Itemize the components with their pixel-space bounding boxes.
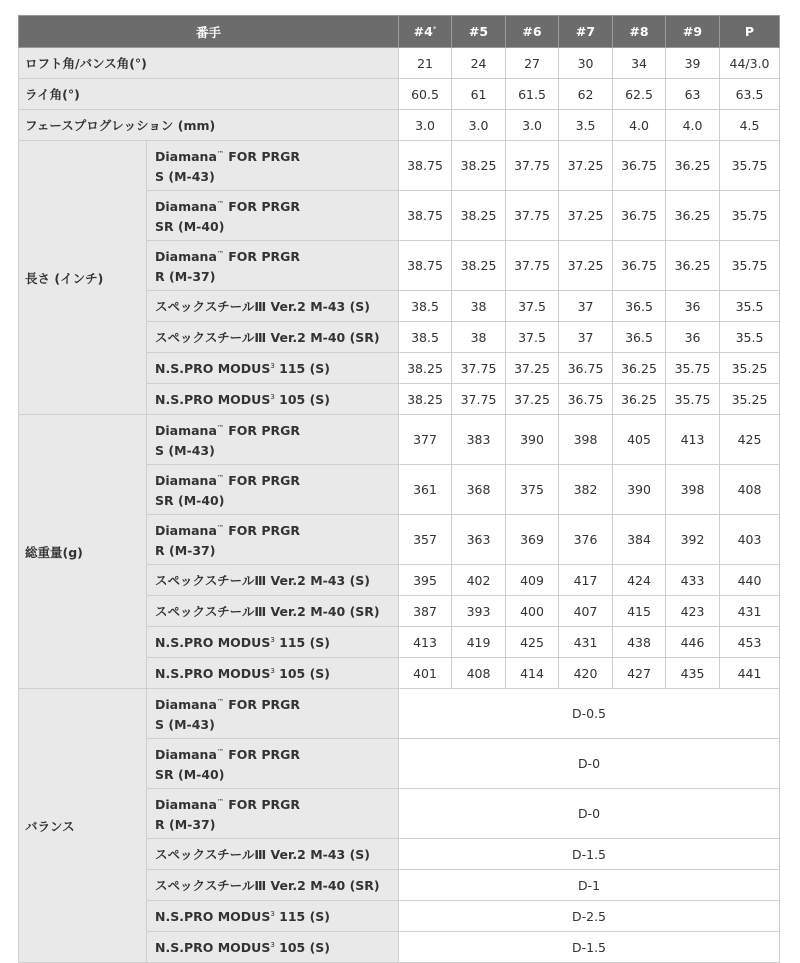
shaft-name-rest: FOR PRGR — [223, 747, 301, 763]
value-cell: 433 — [666, 565, 720, 596]
value-cell: 382 — [559, 465, 613, 515]
shaft-name: スペックスチールⅢ Ver.2 M-40 (SR) — [155, 329, 380, 345]
shaft-label — [147, 241, 399, 291]
value-cell: 35.5 — [720, 322, 780, 353]
value-cell: 368 — [452, 465, 506, 515]
value-cell: 36.25 — [666, 241, 720, 291]
value-cell: 37.25 — [506, 384, 559, 415]
value-cell: 3.0 — [452, 110, 506, 141]
value-cell: 34 — [613, 48, 666, 79]
value-cell: 35.75 — [720, 241, 780, 291]
value-cell: 37.75 — [452, 384, 506, 415]
value-cell: 61.5 — [506, 79, 559, 110]
shaft-label — [147, 596, 399, 627]
shaft-name-rest: 105 (S) — [274, 666, 331, 682]
value-cell: 376 — [559, 515, 613, 565]
shaft-trademark: ™ — [216, 424, 224, 433]
value-cell: 61 — [452, 79, 506, 110]
shaft-name: スペックスチールⅢ Ver.2 M-43 (S) — [155, 572, 370, 588]
value-cell: 37.5 — [506, 322, 559, 353]
value-cell: 4.0 — [666, 110, 720, 141]
value-cell: 24 — [452, 48, 506, 79]
shaft-name: Diamana — [155, 199, 217, 215]
shaft-trademark: ™ — [216, 524, 224, 533]
value-cell: 38.75 — [399, 241, 452, 291]
header-row — [19, 16, 780, 48]
shaft-label — [147, 901, 399, 932]
value-cell: 384 — [613, 515, 666, 565]
shaft-name: N.S.PRO MODUS — [155, 361, 271, 377]
shaft-name-rest: FOR PRGR — [223, 249, 301, 265]
value-cell: 62.5 — [613, 79, 666, 110]
spec-table-container — [18, 15, 779, 963]
shaft-name: Diamana — [155, 423, 217, 439]
value-cell: 424 — [613, 565, 666, 596]
value-cell: 37 — [559, 291, 613, 322]
value-cell: 441 — [720, 658, 780, 689]
shaft-label — [147, 627, 399, 658]
value-cell: 36.25 — [613, 384, 666, 415]
value-cell: 37.75 — [506, 141, 559, 191]
value-cell: 417 — [559, 565, 613, 596]
balance-value: D-1.5 — [399, 932, 780, 963]
value-cell: 390 — [506, 415, 559, 465]
value-cell: 63.5 — [720, 79, 780, 110]
shaft-name-rest: FOR PRGR — [223, 523, 301, 539]
value-cell: 3.5 — [559, 110, 613, 141]
shaft-name: N.S.PRO MODUS — [155, 666, 271, 682]
shaft-name: Diamana — [155, 747, 217, 763]
value-cell: 35.25 — [720, 353, 780, 384]
shaft-label — [147, 839, 399, 870]
value-cell: 392 — [666, 515, 720, 565]
value-cell: 38.5 — [399, 322, 452, 353]
balance-value: D-0 — [399, 739, 780, 789]
value-cell: 427 — [613, 658, 666, 689]
value-cell: 37 — [559, 322, 613, 353]
shaft-name-rest: 105 (S) — [274, 392, 331, 408]
shaft-name: Diamana — [155, 697, 217, 713]
value-cell: 35.75 — [666, 353, 720, 384]
shaft-trademark: 3 — [270, 636, 275, 645]
value-cell: 36.75 — [613, 241, 666, 291]
shaft-trademark: ™ — [216, 698, 224, 707]
shaft-trademark: ™ — [216, 150, 224, 159]
header-col-9: #9 — [666, 16, 720, 48]
value-cell: 36.75 — [613, 141, 666, 191]
value-cell: 30 — [559, 48, 613, 79]
value-cell: 38 — [452, 322, 506, 353]
shaft-flex: SR (M-40) — [155, 766, 225, 782]
value-cell: 36.75 — [559, 353, 613, 384]
value-cell: 438 — [613, 627, 666, 658]
shaft-flex: S (M-43) — [155, 168, 215, 184]
value-cell: 413 — [666, 415, 720, 465]
value-cell: 36.25 — [666, 141, 720, 191]
spec-table-body — [19, 48, 780, 963]
shaft-name: Diamana — [155, 523, 217, 539]
value-cell: 423 — [666, 596, 720, 627]
value-cell: 4.0 — [613, 110, 666, 141]
value-cell: 36 — [666, 322, 720, 353]
shaft-name: Diamana — [155, 149, 217, 165]
shaft-label — [147, 689, 399, 739]
shaft-name: Diamana — [155, 797, 217, 813]
value-cell: 361 — [399, 465, 452, 515]
value-cell: 357 — [399, 515, 452, 565]
shaft-label — [147, 870, 399, 901]
value-cell: 431 — [720, 596, 780, 627]
shaft-flex: SR (M-40) — [155, 492, 225, 508]
value-cell: 37.75 — [506, 241, 559, 291]
shaft-trademark: 3 — [270, 667, 275, 676]
value-cell: 36.5 — [613, 291, 666, 322]
value-cell: 37.75 — [452, 353, 506, 384]
value-cell: 398 — [559, 415, 613, 465]
header-col-4 — [399, 16, 452, 48]
value-cell: 35.75 — [720, 191, 780, 241]
value-cell: 3.0 — [506, 110, 559, 141]
shaft-name: スペックスチールⅢ Ver.2 M-43 (S) — [155, 298, 370, 314]
shaft-trademark: 3 — [270, 362, 275, 371]
value-cell: 44/3.0 — [720, 48, 780, 79]
shaft-trademark: ™ — [216, 748, 224, 757]
value-cell: 62 — [559, 79, 613, 110]
spec-row-1 — [19, 79, 780, 110]
value-cell: 37.5 — [506, 291, 559, 322]
shaft-name: N.S.PRO MODUS — [155, 940, 271, 956]
shaft-name: N.S.PRO MODUS — [155, 392, 271, 408]
value-cell: 431 — [559, 627, 613, 658]
shaft-name: N.S.PRO MODUS — [155, 909, 271, 925]
group-0-row-0 — [19, 141, 780, 191]
value-cell: 420 — [559, 658, 613, 689]
shaft-name-rest: FOR PRGR — [223, 473, 301, 489]
value-cell: 35.75 — [666, 384, 720, 415]
spec-row-2 — [19, 110, 780, 141]
shaft-name-rest: FOR PRGR — [223, 149, 301, 165]
value-cell: 375 — [506, 465, 559, 515]
row-label: ライ角(°) — [19, 79, 399, 110]
value-cell: 390 — [613, 465, 666, 515]
value-cell: 398 — [666, 465, 720, 515]
value-cell: 36.25 — [666, 191, 720, 241]
value-cell: 37.75 — [506, 191, 559, 241]
shaft-label — [147, 141, 399, 191]
header-col-4-text: #4 — [413, 24, 433, 39]
value-cell: 414 — [506, 658, 559, 689]
balance-value: D-0.5 — [399, 689, 780, 739]
shaft-flex: R (M-37) — [155, 816, 216, 832]
shaft-name: N.S.PRO MODUS — [155, 635, 271, 651]
value-cell: 39 — [666, 48, 720, 79]
value-cell: 363 — [452, 515, 506, 565]
value-cell: 3.0 — [399, 110, 452, 141]
balance-value: D-1.5 — [399, 839, 780, 870]
shaft-trademark: 3 — [270, 910, 275, 919]
value-cell: 395 — [399, 565, 452, 596]
shaft-label — [147, 353, 399, 384]
header-col-8: #8 — [613, 16, 666, 48]
shaft-trademark: ™ — [216, 250, 224, 259]
value-cell: 377 — [399, 415, 452, 465]
value-cell: 38.75 — [399, 141, 452, 191]
value-cell: 415 — [613, 596, 666, 627]
shaft-flex: S (M-43) — [155, 442, 215, 458]
value-cell: 36 — [666, 291, 720, 322]
shaft-label — [147, 384, 399, 415]
spec-row-0 — [19, 48, 780, 79]
group-2-row-0 — [19, 689, 780, 739]
shaft-name-rest: 115 (S) — [274, 909, 331, 925]
value-cell: 413 — [399, 627, 452, 658]
balance-value: D-0 — [399, 789, 780, 839]
value-cell: 387 — [399, 596, 452, 627]
value-cell: 38 — [452, 291, 506, 322]
shaft-label — [147, 465, 399, 515]
group-label: バランス — [19, 689, 147, 963]
value-cell: 38.25 — [399, 353, 452, 384]
value-cell: 405 — [613, 415, 666, 465]
header-col-7: #7 — [559, 16, 613, 48]
value-cell: 453 — [720, 627, 780, 658]
value-cell: 37.25 — [559, 241, 613, 291]
shaft-trademark: 3 — [270, 393, 275, 402]
value-cell: 37.25 — [559, 191, 613, 241]
row-label: フェースプログレッション (mm) — [19, 110, 399, 141]
value-cell: 36.75 — [559, 384, 613, 415]
value-cell: 408 — [452, 658, 506, 689]
shaft-name-rest: FOR PRGR — [223, 199, 301, 215]
shaft-name: Diamana — [155, 473, 217, 489]
value-cell: 35.5 — [720, 291, 780, 322]
balance-value: D-2.5 — [399, 901, 780, 932]
value-cell: 446 — [666, 627, 720, 658]
value-cell: 425 — [720, 415, 780, 465]
value-cell: 440 — [720, 565, 780, 596]
header-col-p: P — [720, 16, 780, 48]
shaft-name-rest: 105 (S) — [274, 940, 331, 956]
shaft-name: Diamana — [155, 249, 217, 265]
group-label: 長さ (インチ) — [19, 141, 147, 415]
value-cell: 425 — [506, 627, 559, 658]
value-cell: 407 — [559, 596, 613, 627]
header-col-4-mark: * — [432, 24, 437, 33]
shaft-label — [147, 658, 399, 689]
shaft-label — [147, 191, 399, 241]
shaft-label — [147, 789, 399, 839]
row-label: ロフト角/バンス角(°) — [19, 48, 399, 79]
value-cell: 37.25 — [559, 141, 613, 191]
group-label: 総重量(g) — [19, 415, 147, 689]
value-cell: 38.25 — [452, 241, 506, 291]
value-cell: 27 — [506, 48, 559, 79]
shaft-flex: R (M-37) — [155, 542, 216, 558]
value-cell: 38.25 — [452, 141, 506, 191]
shaft-label — [147, 515, 399, 565]
value-cell: 37.25 — [506, 353, 559, 384]
shaft-trademark: 3 — [270, 941, 275, 950]
value-cell: 435 — [666, 658, 720, 689]
shaft-flex: R (M-37) — [155, 268, 216, 284]
value-cell: 419 — [452, 627, 506, 658]
value-cell: 38.5 — [399, 291, 452, 322]
shaft-label — [147, 565, 399, 596]
spec-table — [18, 15, 780, 963]
value-cell: 63 — [666, 79, 720, 110]
value-cell: 369 — [506, 515, 559, 565]
shaft-flex: S (M-43) — [155, 716, 215, 732]
value-cell: 38.25 — [399, 384, 452, 415]
value-cell: 383 — [452, 415, 506, 465]
shaft-name-rest: 115 (S) — [274, 635, 331, 651]
value-cell: 400 — [506, 596, 559, 627]
value-cell: 35.25 — [720, 384, 780, 415]
balance-value: D-1 — [399, 870, 780, 901]
shaft-label — [147, 932, 399, 963]
value-cell: 403 — [720, 515, 780, 565]
shaft-name: スペックスチールⅢ Ver.2 M-40 (SR) — [155, 603, 380, 619]
shaft-label — [147, 415, 399, 465]
value-cell: 409 — [506, 565, 559, 596]
shaft-name-rest: 115 (S) — [274, 361, 331, 377]
shaft-name-rest: FOR PRGR — [223, 423, 301, 439]
value-cell: 21 — [399, 48, 452, 79]
value-cell: 36.25 — [613, 353, 666, 384]
shaft-label — [147, 291, 399, 322]
header-col-5: #5 — [452, 16, 506, 48]
shaft-trademark: ™ — [216, 474, 224, 483]
header-col-6: #6 — [506, 16, 559, 48]
shaft-trademark: ™ — [216, 200, 224, 209]
shaft-name: スペックスチールⅢ Ver.2 M-43 (S) — [155, 846, 370, 862]
value-cell: 60.5 — [399, 79, 452, 110]
header-label: 番手 — [19, 16, 399, 48]
value-cell: 402 — [452, 565, 506, 596]
shaft-name-rest: FOR PRGR — [223, 697, 301, 713]
value-cell: 35.75 — [720, 141, 780, 191]
shaft-trademark: ™ — [216, 798, 224, 807]
value-cell: 38.75 — [399, 191, 452, 241]
value-cell: 401 — [399, 658, 452, 689]
value-cell: 36.75 — [613, 191, 666, 241]
shaft-label — [147, 322, 399, 353]
value-cell: 4.5 — [720, 110, 780, 141]
shaft-flex: SR (M-40) — [155, 218, 225, 234]
value-cell: 408 — [720, 465, 780, 515]
value-cell: 393 — [452, 596, 506, 627]
value-cell: 38.25 — [452, 191, 506, 241]
value-cell: 36.5 — [613, 322, 666, 353]
shaft-name-rest: FOR PRGR — [223, 797, 301, 813]
shaft-label — [147, 739, 399, 789]
group-1-row-0 — [19, 415, 780, 465]
shaft-name: スペックスチールⅢ Ver.2 M-40 (SR) — [155, 877, 380, 893]
